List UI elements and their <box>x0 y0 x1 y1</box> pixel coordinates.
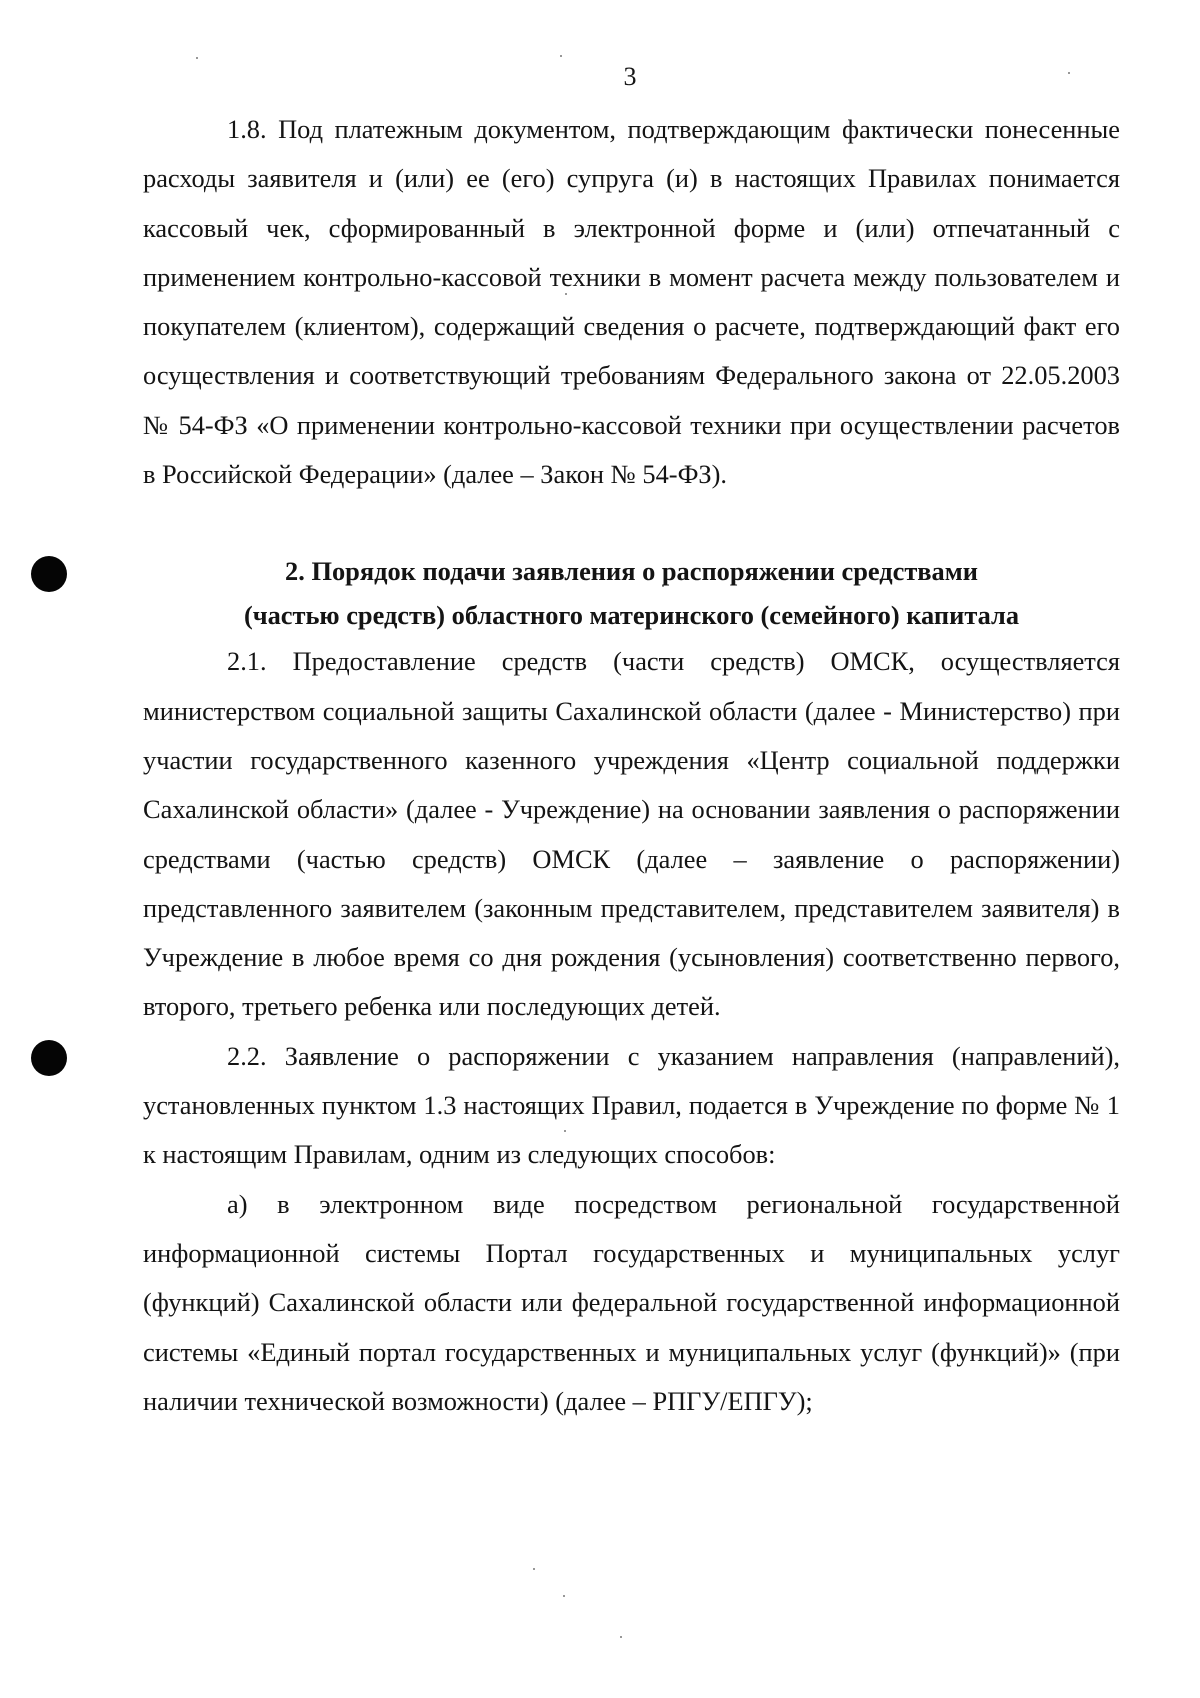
section-2-heading-line-1: 2. Порядок подачи заявления о распоряжении средствами <box>285 556 978 587</box>
paragraph-1-8: 1.8. Под платежным документом, подтверждающим фактически понесенные расходы заявителя и (или) ее (его) супруга (и) в настоящих Правилах понимается кассовый чек, сформированный в электронной форме и (или) отпечатанный с применением контрольно-кассовой техники в момент расчета между пользователем и покупателем (клиентом), содержащий сведения о расчете, подтверждающий факт его осуществления и соответствующий требованиям Федерального закона от 22.05.2003 № 54-ФЗ «О применении контрольно-кассовой техники при осуществлении расчетов в Российской Федерации» (далее – Закон № 54-ФЗ). <box>143 114 1120 490</box>
scan-speck <box>196 57 198 59</box>
scan-speck <box>1068 72 1070 74</box>
scan-speck <box>533 1568 535 1570</box>
paragraph-2-2: 2.2. Заявление о распоряжении с указанием направления (направлений), установленных пунктом 1.3 настоящих Правил, подается в Учреждение по форме № 1 к настоящим Правилам, одним из следующих способов: <box>143 1040 1120 1170</box>
document-body <box>143 105 1120 1426</box>
section-2-heading <box>143 549 1120 637</box>
paragraph-2-2-a: а) в электронном виде посредством региональной государственной информационной системы Портал государственных и муниципальных услуг (функций) Сахалинской области или федеральной государственной информационной системы «Единый портал государственных и муниципальных услуг (функций)» (при наличии технической возможности) (далее – РПГУ/ЕПГУ); <box>143 1188 1120 1416</box>
scan-speck <box>560 55 562 57</box>
scan-speck <box>563 1595 565 1597</box>
punch-hole-top <box>31 556 67 592</box>
punch-hole-bottom <box>31 1040 67 1076</box>
paragraph-2-1: 2.1. Предоставление средств (части средств) ОМСК, осуществляется министерством социальной защиты Сахалинской области (далее - Министерство) при участии государственного казенного учреждения «Центр социальной поддержки Сахалинской области» (далее - Учреждение) на основании заявления о распоряжении средствами (частью средств) ОМСК (далее – заявление о распоряжении) представленного заявителем (законным представителем, представителем заявителя) в Учреждение в любое время со дня рождения (усыновления) соответственно первого, второго, третьего ребенка или последующих детей. <box>143 646 1120 1022</box>
section-2-heading-line-2: (частью средств) областного материнского (семейного) капитала <box>243 600 1020 631</box>
scan-speck <box>620 1636 622 1638</box>
page-number: 3 <box>623 62 637 91</box>
